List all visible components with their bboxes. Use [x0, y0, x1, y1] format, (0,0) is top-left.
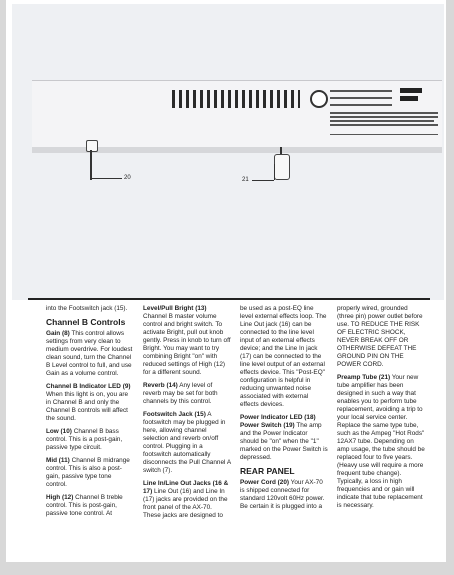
item-label: Reverb (14) [143, 382, 178, 389]
text-column-4 [337, 305, 425, 515]
paragraph-text: Channel B midrange control. This is also a post-gain, passive type tone control. [46, 457, 130, 488]
paragraph-text: Your new tube amplifier has been designed in such a way that enables you to perform tube replacement, avoiding a trip to your local service center. Replace the same type tube, such as the Ampeg "Hot Rods" 12AX7 tube. Depending on amp usage, the tube should be replaced four to five years. (Heavy use will require a more frequent tube change). Typically, a loss in high frequencies and or gain will indicate that tube replacement is necessary. [337, 374, 425, 509]
paragraph-text: Any level of reverb may be set for both channels by this control. [143, 382, 218, 405]
paragraph [46, 383, 134, 423]
paragraph [143, 382, 231, 406]
paragraph [46, 330, 134, 378]
paragraph [46, 457, 134, 489]
paragraph-text: The amp and the Power Indicator should be "on" when the "1" marked on the Power Switch is depressed. [240, 422, 328, 461]
item-label: Mid (11) [46, 457, 70, 464]
section-heading: REAR PANEL [240, 466, 295, 476]
manual-text [46, 305, 438, 555]
item-label: Gain (8) [46, 330, 70, 337]
text-column-1 [46, 305, 134, 523]
preamp-tube-icon [274, 154, 290, 180]
text-column-2 [143, 305, 231, 525]
paragraph [143, 480, 231, 520]
paragraph-text: properly wired, grounded (three pin) power outlet before use. TO REDUCE THE RISK OF ELECTRIC SHOCK, NEVER BREAK OFF OR OTHERWISE DEFEAT THE GROUND PIN ON THE POWER CORD. [337, 305, 423, 368]
item-label: Low (10) [46, 428, 72, 435]
paragraph [46, 305, 134, 313]
paragraph [46, 428, 134, 452]
item-label: Preamp Tube (21) [337, 374, 391, 381]
paragraph [143, 411, 231, 475]
rear-panel-illustration [12, 4, 444, 300]
paragraph [337, 305, 425, 369]
manual-page [6, 0, 446, 562]
text-column-3 [240, 305, 328, 516]
item-label: Footswitch Jack (15) [143, 411, 206, 418]
paragraph-text: Channel B treble control. This is post-gain, passive tone control. At [46, 494, 123, 517]
item-label: High (12) [46, 494, 74, 501]
paragraph-text: be used as a post-EQ line level external effects loop. The Line Out jack (16) can be connected to the line level input of an external effects device; and the Line In jack (17) can be connected to the line level output of an external effects device. This "Post-EQ" configuration is helpful in reducing unwanted noise associated with external effects devices. [240, 305, 327, 408]
paragraph-text: Your AX-70 is shipped connected for standard 120volt 60Hz power. Be certain it is plugged into a [240, 479, 325, 510]
footswitch-plug-icon [86, 140, 98, 152]
footswitch-cable [90, 150, 92, 180]
callout-21: 21 [242, 177, 249, 183]
paragraph [46, 494, 134, 518]
paragraph-text: Channel B bass control. This is a post-gain, passive type circuit. [46, 428, 123, 451]
item-label: Power Cord (20) [240, 479, 290, 486]
paragraph-text: This control allows settings from very clean to medium overdrive. For loudest clean sound, turn the Channel B Level control to full, and use Gain as a volume control. [46, 330, 133, 377]
paragraph-text: When this light is on, you are in Channel B and only the Channel B controls will affect the sound. [46, 391, 129, 422]
item-label: Channel B Indicator LED (9) [46, 383, 131, 390]
item-label: Line In/Line Out Jacks (16 & 17) [143, 480, 229, 495]
paragraph-text: into the Footswitch jack (15). [46, 305, 128, 312]
item-label: Level/Pull Bright (13) [143, 305, 207, 312]
callout-20: 20 [124, 175, 131, 181]
vent-grille [172, 90, 300, 108]
paragraph-text: Line Out (16) and Line In (17) jacks are provided on the front panel of the AX-70. These jacks are designed to [143, 488, 228, 519]
section-divider [28, 298, 430, 300]
paragraph [240, 414, 328, 462]
paragraph [240, 479, 328, 511]
section-heading: Channel B Controls [46, 317, 126, 327]
paragraph [240, 305, 328, 409]
paragraph [337, 374, 425, 510]
item-label: Power Indicator LED (18) Power Switch (19) [240, 414, 316, 429]
paragraph-text: A footswitch may be plugged in here, allowing channel selection and reverb on/off control. Plugging in a footswitch automatically disconnects the Pull Channel A switch (7). [143, 411, 231, 474]
paragraph-text: Channel B master volume control and bright switch. To activate Bright, pull out knob gently. Press in knob to turn off Bright. You may want to try combining Bright "on" with reduced settings of High (12) for a different sound. [143, 313, 231, 376]
serial-label-plate [330, 88, 438, 142]
paragraph [143, 305, 231, 377]
certification-badge-icon [310, 90, 328, 108]
